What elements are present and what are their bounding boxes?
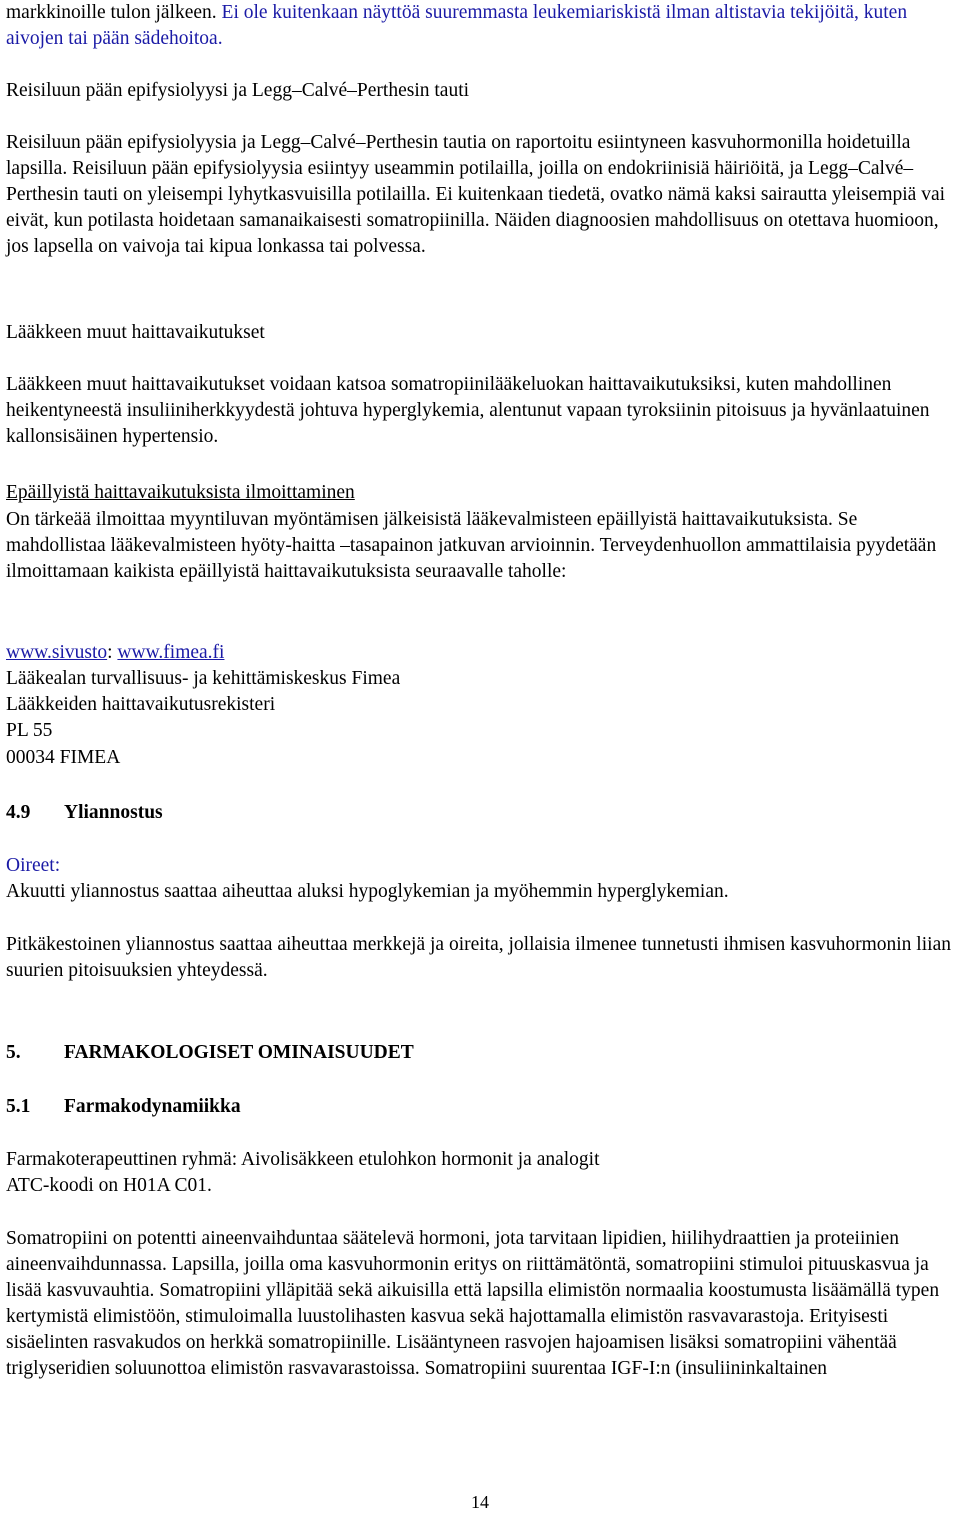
- address-line: 00034 FIMEA: [6, 747, 121, 768]
- section-5-title: FARMAKOLOGISET OMINAISUUDET: [64, 1042, 414, 1063]
- overdose-section-number: 4.9: [6, 802, 31, 823]
- intro-highlight-text: Ei ole kuitenkaan näyttöä suuremmasta leukemiariskistä ilman altistavia tekijöitä, kuten aivojen tai pään sädehoitoa.: [6, 2, 908, 49]
- overdose-section-title: Yliannostus: [64, 802, 163, 823]
- pharmacodynamics-body: Somatropiini on potentti aineenvaihduntaa säätelevä hormoni, jota tarvitaan lipidien, hiilihydraattien ja proteiinien aineenvaihdunnassa. Lapsilla, joilla oma kasvuhormonin eritys on riittämätöntä, somatropiini stimuloi pituuskasvua ja lisää kasvuvauhtia. Somatropiini ylläpitää sekä aikuisilla että lapsilla elimistön normaalia koostumusta lisäämällä typen kertymistä elimistöön, stimuloimalla luustolihasten kasvua sekä hajottamalla elimistön rasvavarastoja. Erityisesti sisäelinten rasvakudos on herkkä somatropiinille. Lisääntyneen rasvojen hajoamisen lisäksi somatropiini vähentää triglyseridien soluunottoa elimistön rasvavarastoissa. Somatropiini suurentaa IGF-I:n (insuliininkaltainen: [6, 1228, 940, 1379]
- overdose-heading: [6, 800, 956, 826]
- intro-text: markkinoille tulon jälkeen.: [6, 2, 222, 23]
- fimea-link[interactable]: www.fimea.fi: [117, 642, 225, 663]
- address-line: Lääkealan turvallisuus- ja kehittämiskeskus Fimea: [6, 668, 401, 689]
- section-5-heading: [6, 1040, 956, 1066]
- reporting-links: [6, 640, 956, 666]
- other-effects-body: Lääkkeen muut haittavaikutukset voidaan katsoa somatropiinilääkeluokan haittavaikutuksiksi, kuten mahdollinen heikentyneestä insuliiniherkkyydestä johtuva hyperglykemia, alentunut vapaan tyroksiinin pitoisuus ja hyvänlaatuinen kallonsisäinen hypertensio.: [6, 374, 930, 447]
- sivusto-link[interactable]: www.sivusto: [6, 642, 108, 663]
- section-5-1-heading: [6, 1094, 956, 1120]
- link-separator: :: [107, 642, 118, 663]
- reporting-body: On tärkeää ilmoittaa myyntiluvan myöntämisen jälkeisistä lääkevalmisteen epäillyistä haittavaikutuksista. Se mahdollistaa lääkevalmisteen hyöty-haitta –tasapainon jatkuvan arvioinnin. Terveydenhuollon ammattilaisia pyydetään ilmoittamaan kaikista epäillyistä haittavaikutuksista seuraavalle taholle:: [6, 509, 937, 582]
- chronic-overdose-text: Pitkäkestoinen yliannostus saattaa aiheuttaa merkkejä ja oireita, jollaisia ilmenee tunnetusti ihmisen kasvuhormonin liian suurien pitoisuuksien yhteydessä.: [6, 934, 951, 981]
- other-effects-heading: Lääkkeen muut haittavaikutukset: [6, 322, 265, 343]
- reporting-heading: Epäillyistä haittavaikutuksista ilmoittaminen: [6, 482, 355, 503]
- address-line: Lääkkeiden haittavaikutusrekisteri: [6, 694, 276, 715]
- address-line: PL 55: [6, 720, 53, 741]
- section-5-number: 5.: [6, 1042, 21, 1063]
- epiphysis-heading: Reisiluun pään epifysiolyysi ja Legg–Calvé–Perthesin tauti: [6, 80, 470, 101]
- section-5-1-number: 5.1: [6, 1096, 31, 1117]
- epiphysis-body: Reisiluun pään epifysiolyysia ja Legg–Calvé–Perthesin tautia on raportoitu esiintyneen kasvuhormonilla hoidetuilla lapsilla. Reisiluun pään epifysiolyysia esiintyy useammin potilailla, joilla on endokriinisiä häiriöitä, ja Legg–Calvé–Perthesin tauti on yleisempi lyhytkasvuisilla potilailla. Ei kuitenkaan tiedetä, ovatko nämä kaksi sairautta yleisempiä vai eivät, kun potilasta hoidetaan samanaikaisesti somatropiinilla. Näiden diagnoosien mahdollisuus on otettava huomioon, jos lapsella on vaivoja tai kipua lonkassa tai polvessa.: [6, 132, 946, 257]
- atc-code: ATC-koodi on H01A C01.: [6, 1175, 212, 1196]
- acute-overdose-text: Akuutti yliannostus saattaa aiheuttaa aluksi hypoglykemian ja myöhemmin hyperglykemian.: [6, 881, 729, 902]
- symptoms-label: Oireet:: [6, 855, 61, 876]
- intro-paragraph: [6, 0, 956, 52]
- section-5-1-title: Farmakodynamiikka: [64, 1096, 241, 1117]
- pharmacotherapeutic-group: Farmakoterapeuttinen ryhmä: Aivolisäkkeen etulohkon hormonit ja analogit: [6, 1149, 600, 1170]
- page-number: 14: [471, 1492, 489, 1512]
